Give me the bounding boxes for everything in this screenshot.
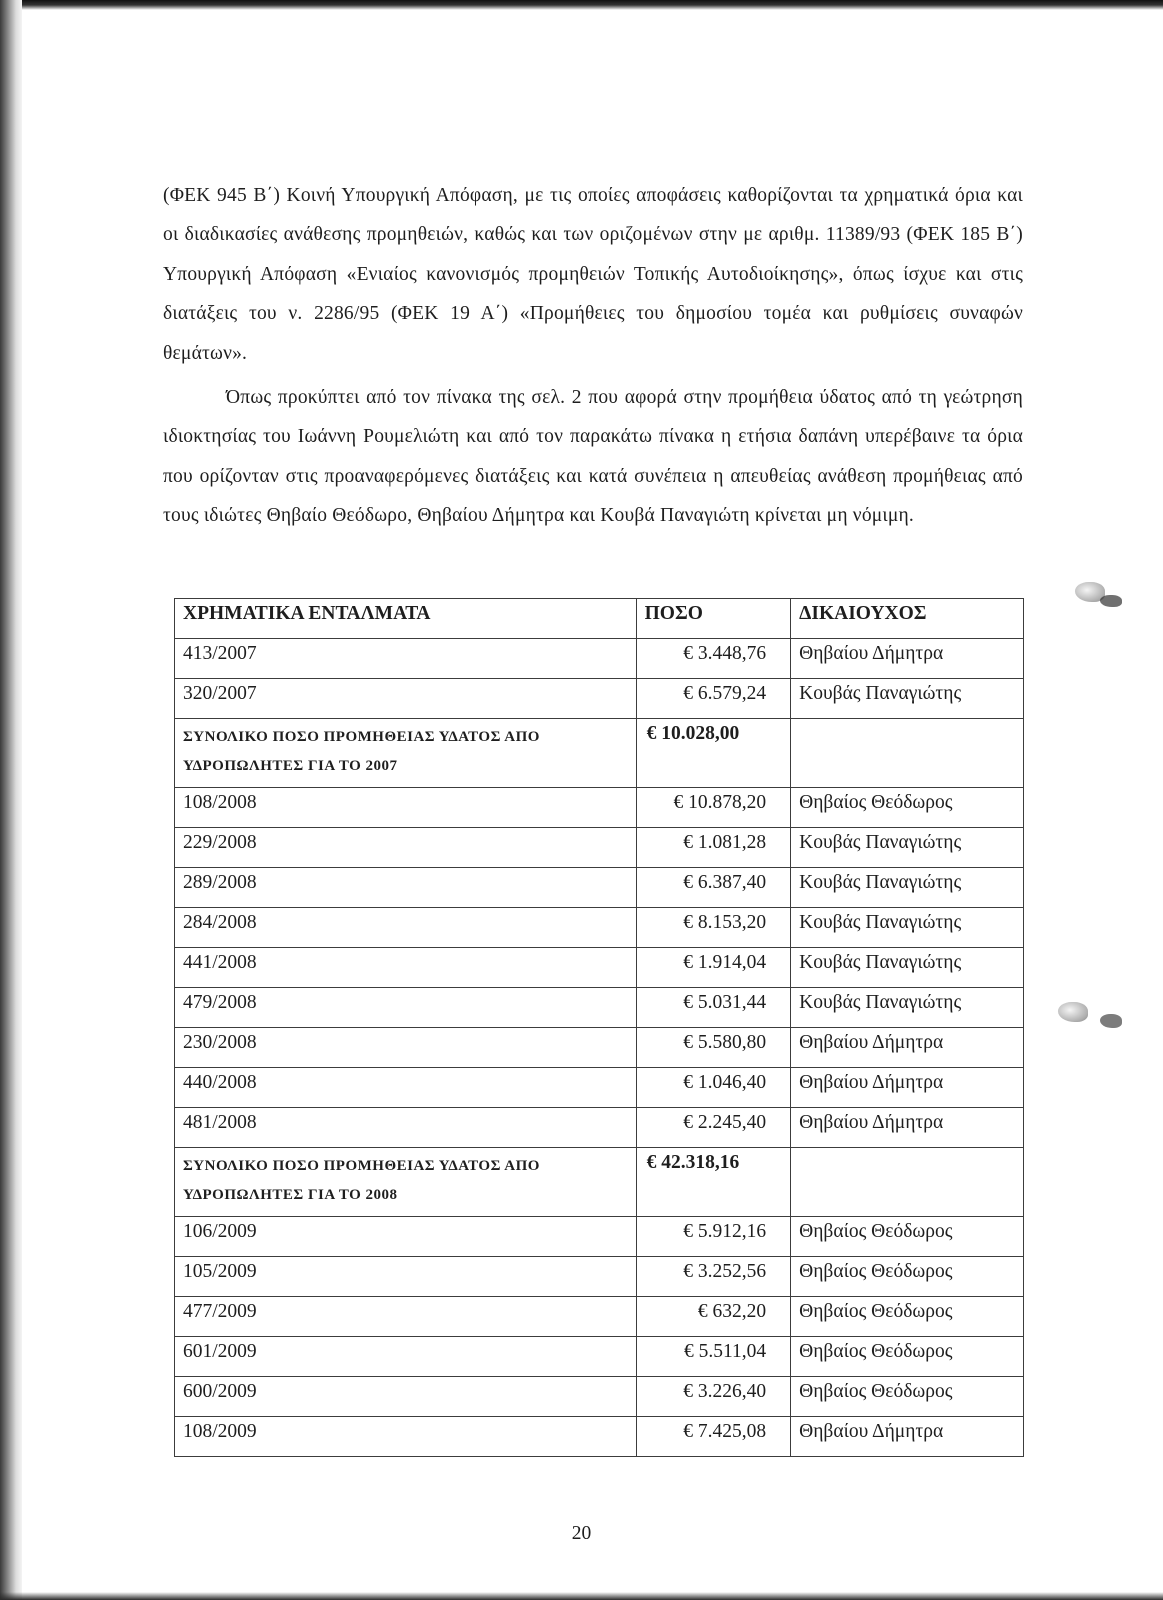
amount: € 1.914,04 — [636, 948, 791, 988]
table-row — [175, 1217, 1024, 1257]
order-number: 481/2008 — [175, 1108, 637, 1148]
amount: € 632,20 — [636, 1297, 791, 1337]
beneficiary — [791, 719, 1024, 788]
hole-punch-mark-icon — [1058, 1002, 1088, 1022]
total-label: ΣΥΝΟΛΙΚΟ ΠΟΣΟ ΠΡΟΜΗΘΕΙΑΣ ΥΔΑΤΟΣ ΑΠΟ ΥΔΡΟΠΩΛΗΤΕΣ ΓΙΑ ΤΟ 2008 — [175, 1148, 637, 1217]
table-row — [175, 1297, 1024, 1337]
beneficiary: Κουβάς Παναγιώτης — [791, 948, 1024, 988]
order-number: 479/2008 — [175, 988, 637, 1028]
amount: € 1.046,40 — [636, 1068, 791, 1108]
table-row — [175, 1257, 1024, 1297]
header-beneficiary: ΔΙΚΑΙΟΥΧΟΣ — [791, 599, 1024, 639]
scan-edge-bottom — [0, 1592, 1163, 1600]
hole-punch-mark-icon — [1100, 1014, 1122, 1028]
table-row — [175, 1377, 1024, 1417]
order-number: 108/2008 — [175, 788, 637, 828]
amount: € 5.580,80 — [636, 1028, 791, 1068]
order-number: 108/2009 — [175, 1417, 637, 1457]
order-number: 441/2008 — [175, 948, 637, 988]
total-row-2008 — [175, 1148, 1024, 1217]
beneficiary: Θηβαίου Δήμητρα — [791, 1028, 1024, 1068]
scan-edge-right — [1053, 0, 1163, 1600]
beneficiary: Θηβαίος Θεόδωρος — [791, 788, 1024, 828]
header-amount: ΠΟΣΟ — [636, 599, 791, 639]
order-number: 229/2008 — [175, 828, 637, 868]
table-row — [175, 868, 1024, 908]
beneficiary: Θηβαίος Θεόδωρος — [791, 1257, 1024, 1297]
order-number: 105/2009 — [175, 1257, 637, 1297]
paragraph-2-text: Όπως προκύπτει από τον πίνακα της σελ. 2 που αφορά στην προμήθεια ύδατος από τη γεώτρηση ιδιοκτησίας του Ιωάννη Ρουμελιώτη και από τον παρακάτω πίνακα η ετήσια δαπάνη υπερέβαινε τα όρια που ορίζονταν στις προαναφερόμενες διατάξεις και κατά συνέπεια η απευθείας ανάθεση προμήθειας από τους ιδιώτες Θηβαίο Θεόδωρο, Θηβαίου Δήμητρα και Κουβά Παναγιώτη κρίνεται μη νόμιμη. — [163, 386, 1023, 526]
beneficiary: Κουβάς Παναγιώτης — [791, 679, 1024, 719]
beneficiary — [791, 1148, 1024, 1217]
table-row — [175, 1028, 1024, 1068]
paragraph-conclusion — [163, 358, 1023, 555]
header-payment-orders: ΧΡΗΜΑΤΙΚΑ ΕΝΤΑΛΜΑΤΑ — [175, 599, 637, 639]
order-number: 284/2008 — [175, 908, 637, 948]
order-number: 320/2007 — [175, 679, 637, 719]
paragraph-1-text: (ΦΕΚ 945 Β΄) Κοινή Υπουργική Απόφαση, με τις οποίες αποφάσεις καθορίζονται τα χρηματικά όρια και οι διαδικασίες ανάθεσης προμηθειών, καθώς και των οριζομένων στην με αριθμ. 11389/93 (ΦΕΚ 185 Β΄) Υπουργική Απόφαση «Ενιαίος κανονισμός προμηθειών Τοπικής Αυτοδιοίκησης», όπως ίσχυε και στις διατάξεις του ν. 2286/95 (ΦΕΚ 19 Α΄) «Προμήθειες του δημοσίου τομέα και ρυθμίσεις συναφών θεμάτων». — [163, 184, 1023, 364]
table-row — [175, 1337, 1024, 1377]
scan-edge-top — [0, 0, 1163, 10]
amount: € 6.387,40 — [636, 868, 791, 908]
scan-edge-left — [0, 0, 22, 1600]
beneficiary: Κουβάς Παναγιώτης — [791, 868, 1024, 908]
beneficiary: Θηβαίος Θεόδωρος — [791, 1217, 1024, 1257]
amount: € 5.912,16 — [636, 1217, 791, 1257]
order-number: 106/2009 — [175, 1217, 637, 1257]
table-row — [175, 1068, 1024, 1108]
order-number: 413/2007 — [175, 639, 637, 679]
table-row — [175, 1417, 1024, 1457]
total-label: ΣΥΝΟΛΙΚΟ ΠΟΣΟ ΠΡΟΜΗΘΕΙΑΣ ΥΔΑΤΟΣ ΑΠΟ ΥΔΡΟΠΩΛΗΤΕΣ ΓΙΑ ΤΟ 2007 — [175, 719, 637, 788]
amount: € 3.252,56 — [636, 1257, 791, 1297]
beneficiary: Θηβαίου Δήμητρα — [791, 1068, 1024, 1108]
beneficiary: Θηβαίου Δήμητρα — [791, 1108, 1024, 1148]
beneficiary: Θηβαίου Δήμητρα — [791, 1417, 1024, 1457]
table-row — [175, 639, 1024, 679]
order-number: 230/2008 — [175, 1028, 637, 1068]
order-number: 600/2009 — [175, 1377, 637, 1417]
table-row — [175, 828, 1024, 868]
beneficiary: Θηβαίου Δήμητρα — [791, 639, 1024, 679]
beneficiary: Κουβάς Παναγιώτης — [791, 828, 1024, 868]
total-amount: € 42.318,16 — [636, 1148, 791, 1217]
total-row-2007 — [175, 719, 1024, 788]
payment-orders-table — [174, 598, 1024, 1457]
beneficiary: Θηβαίος Θεόδωρος — [791, 1377, 1024, 1417]
table-header-row — [175, 599, 1024, 639]
order-number: 289/2008 — [175, 868, 637, 908]
amount: € 5.031,44 — [636, 988, 791, 1028]
table-row — [175, 988, 1024, 1028]
amount: € 2.245,40 — [636, 1108, 791, 1148]
table-row — [175, 948, 1024, 988]
amount: € 1.081,28 — [636, 828, 791, 868]
beneficiary: Θηβαίος Θεόδωρος — [791, 1297, 1024, 1337]
amount: € 7.425,08 — [636, 1417, 791, 1457]
table-row — [175, 679, 1024, 719]
amount: € 8.153,20 — [636, 908, 791, 948]
order-number: 477/2009 — [175, 1297, 637, 1337]
beneficiary: Κουβάς Παναγιώτης — [791, 988, 1024, 1028]
order-number: 440/2008 — [175, 1068, 637, 1108]
order-number: 601/2009 — [175, 1337, 637, 1377]
beneficiary: Θηβαίος Θεόδωρος — [791, 1337, 1024, 1377]
amount: € 3.448,76 — [636, 639, 791, 679]
table-row — [175, 1108, 1024, 1148]
table-row — [175, 788, 1024, 828]
amount: € 5.511,04 — [636, 1337, 791, 1377]
amount: € 6.579,24 — [636, 679, 791, 719]
hole-punch-mark-icon — [1100, 595, 1122, 607]
amount: € 10.878,20 — [636, 788, 791, 828]
total-amount: € 10.028,00 — [636, 719, 791, 788]
table-row — [175, 908, 1024, 948]
amount: € 3.226,40 — [636, 1377, 791, 1417]
page-number: 20 — [571, 1523, 592, 1544]
beneficiary: Κουβάς Παναγιώτης — [791, 908, 1024, 948]
